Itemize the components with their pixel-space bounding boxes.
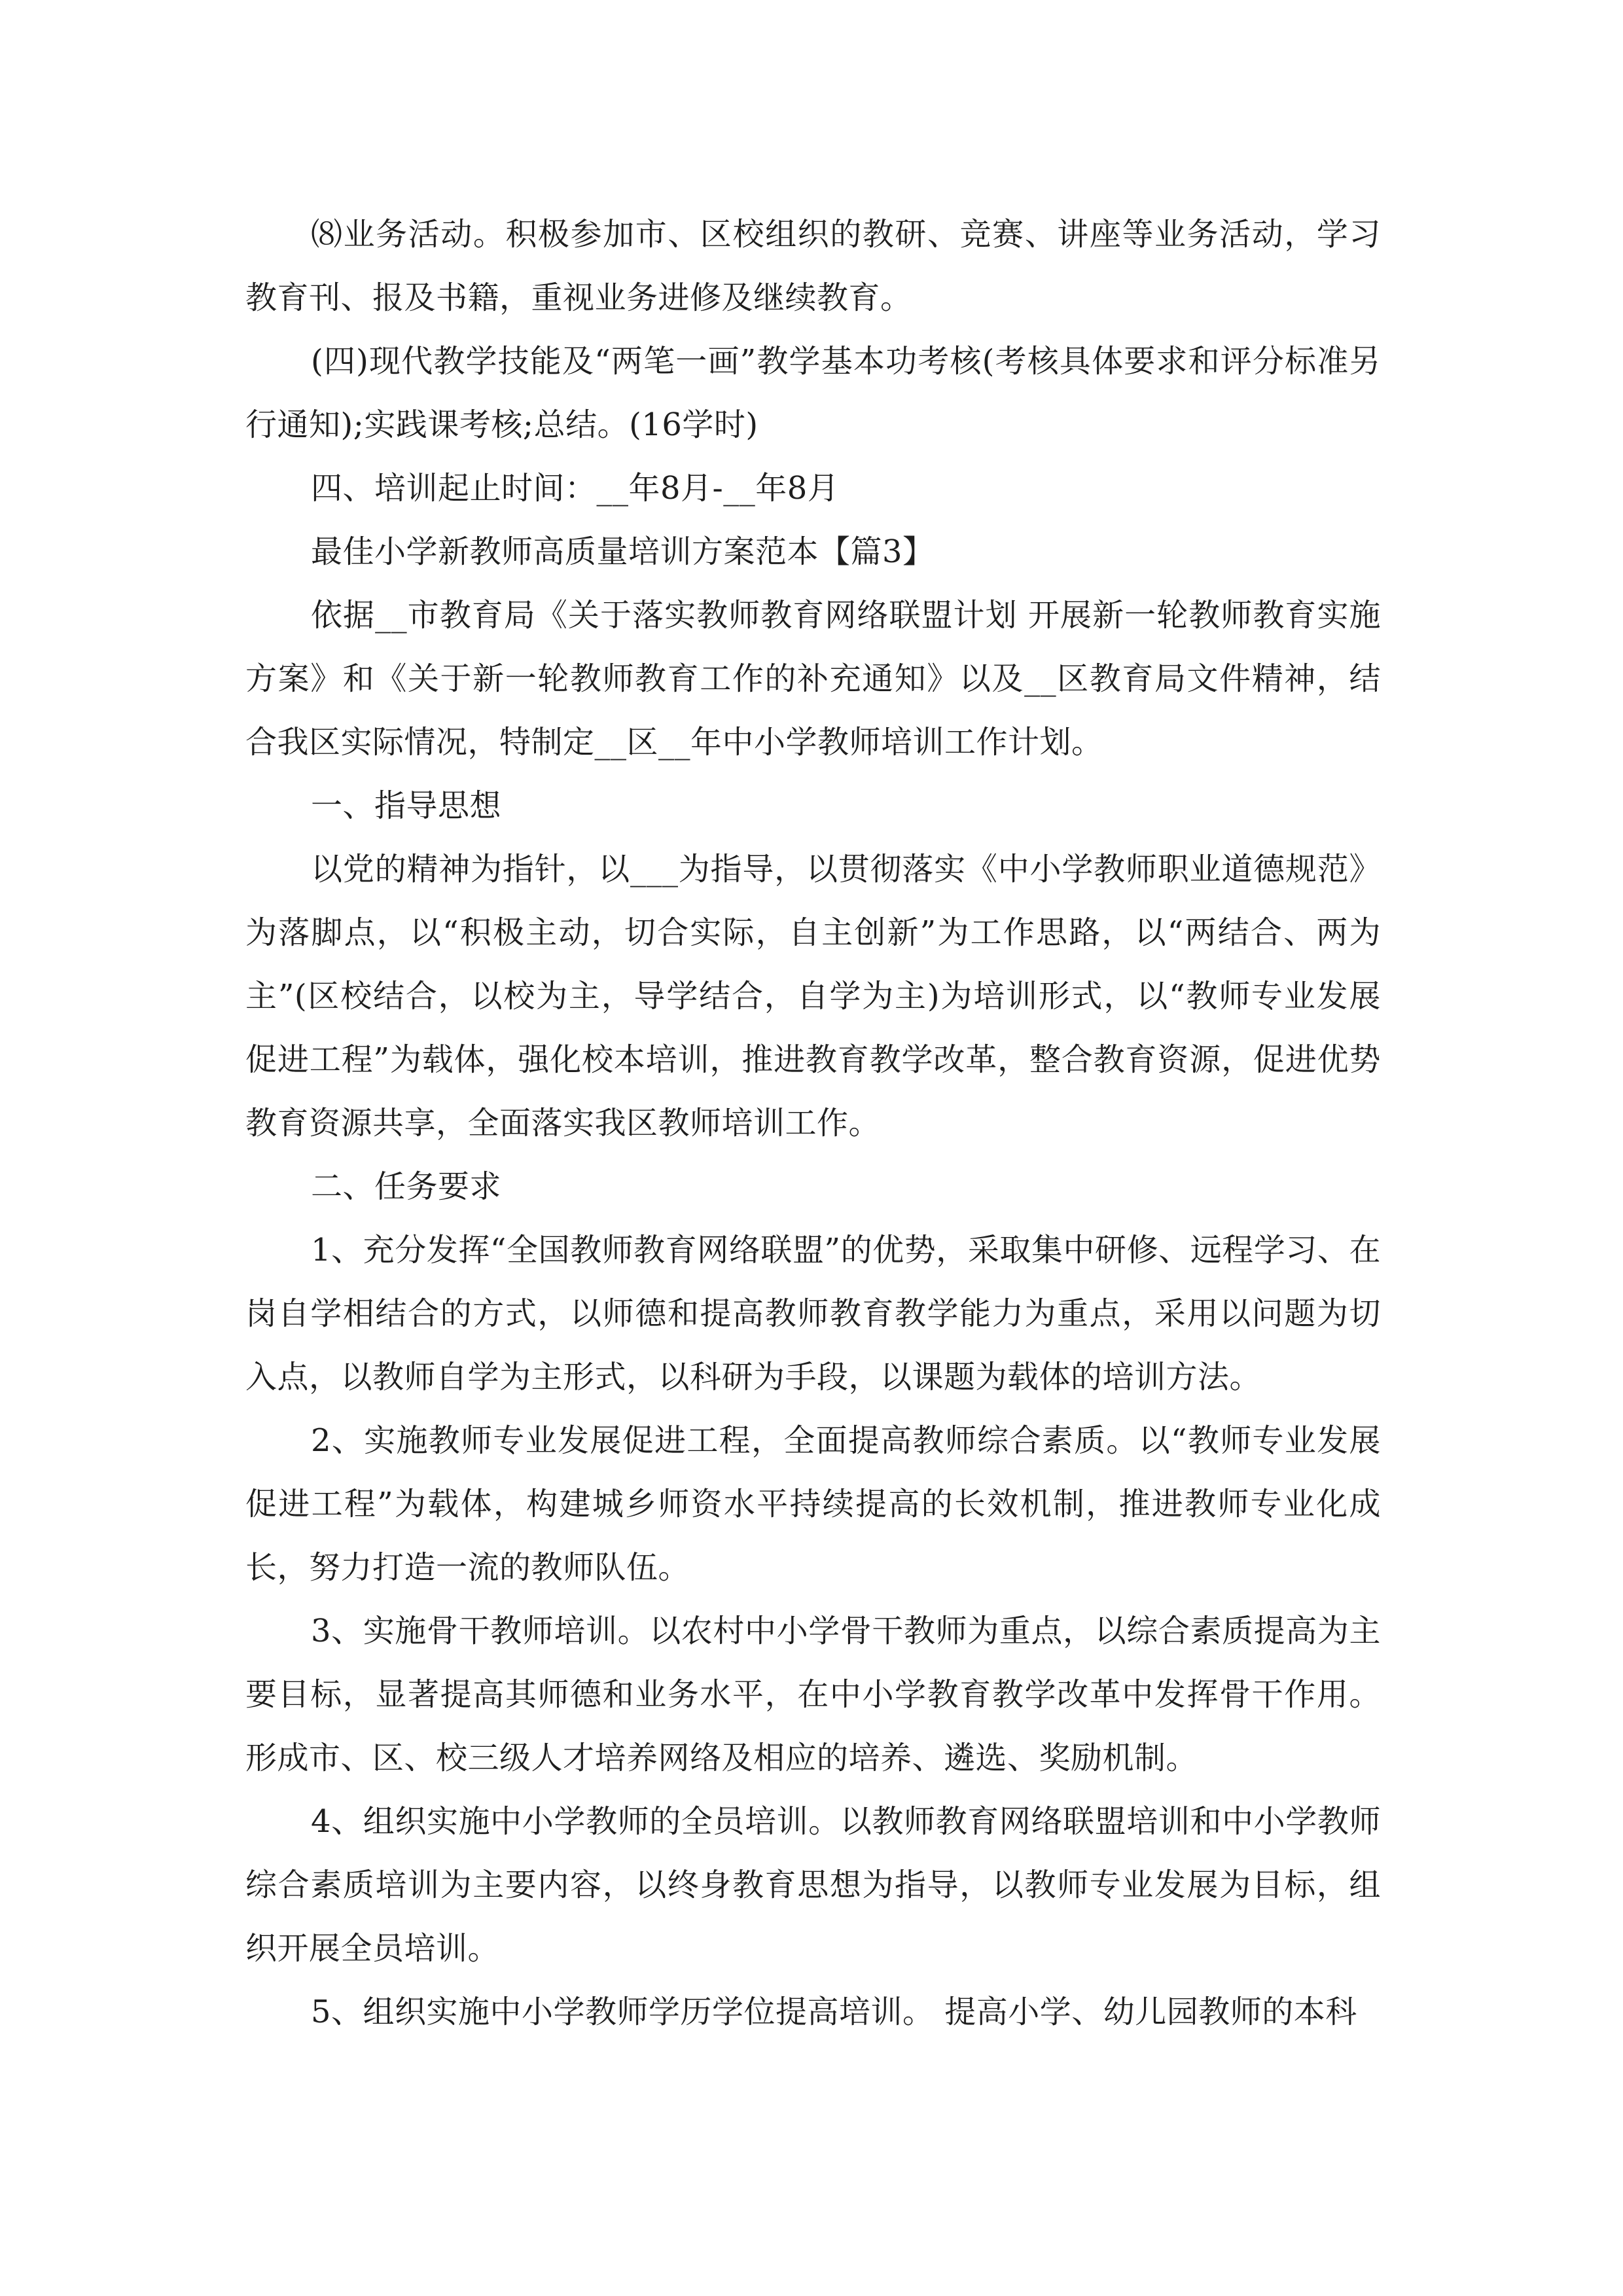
paragraph-task-2: 2、实施教师专业发展促进工程，全面提高教师综合素质。以“教师专业发展促进工程”为载体，构建城乡师资水平持续提高的长效机制，推进教师专业化成长，努力打造一流的教师队伍。 — [245, 1422, 1381, 1586]
section-heading-training-period: 四、培训起止时间：__年8月-__年8月 — [311, 470, 840, 507]
paragraph-business-activities: ⑻业务活动。积极参加市、区校组织的教研、竞赛、讲座等业务活动，学习教育刊、报及书籍，重视业务进修及继续教育。 — [245, 216, 1381, 316]
document-subtitle-part3: 最佳小学新教师高质量培训方案范本【篇3】 — [311, 533, 935, 570]
paragraph-basis: 依据__市教育局《关于落实教师教育网络联盟计划 开展新一轮教师教育实施方案》和《关于新一轮教师教育工作的补充通知》以及__区教育局文件精神，结合我区实际情况，特制定__区__年中小学教师培训工作计划。 — [245, 597, 1381, 761]
section-heading-guiding-ideology: 一、指导思想 — [311, 787, 502, 824]
paragraph-task-1: 1、充分发挥“全国教师教育网络联盟”的优势，采取集中研修、远程学习、在岗自学相结合的方式，以师德和提高教师教育教学能力为重点，采用以问题为切入点，以教师自学为主形式，以科研为手段，以课题为载体的培训方法。 — [245, 1232, 1381, 1395]
document-page — [245, 203, 1381, 2044]
paragraph-task-3: 3、实施骨干教师培训。以农村中小学骨干教师为重点，以综合素质提高为主要目标，显著提高其师德和业务水平，在中小学教育教学改革中发挥骨干作用。形成市、区、校三级人才培养网络及相应的培养、遴选、奖励机制。 — [245, 1613, 1381, 1776]
paragraph-skills-assessment: (四)现代教学技能及“两笔一画”教学基本功考核(考核具体要求和评分标准另行通知);实践课考核;总结。(16学时) — [245, 343, 1381, 443]
section-heading-task-requirements: 二、任务要求 — [311, 1168, 502, 1205]
paragraph-task-5: 5、组织实施中小学教师学历学位提高培训。 提高小学、幼儿园教师的本科 — [311, 1994, 1357, 2030]
paragraph-guiding-ideology: 以党的精神为指针，以___为指导，以贯彻落实《中小学教师职业道德规范》为落脚点，以“积极主动，切合实际，自主创新”为工作思路，以“两结合、两为主”(区校结合，以校为主，导学结合，自学为主)为培训形式，以“教师专业发展促进工程”为载体，强化校本培训，推进教育教学改革，整合教育资源，促进优势教育资源共享，全面落实我区教师培训工作。 — [245, 851, 1381, 1141]
paragraph-task-4: 4、组织实施中小学教师的全员培训。以教师教育网络联盟培训和中小学教师综合素质培训为主要内容，以终身教育思想为指导，以教师专业发展为目标，组织开展全员培训。 — [245, 1803, 1381, 1967]
